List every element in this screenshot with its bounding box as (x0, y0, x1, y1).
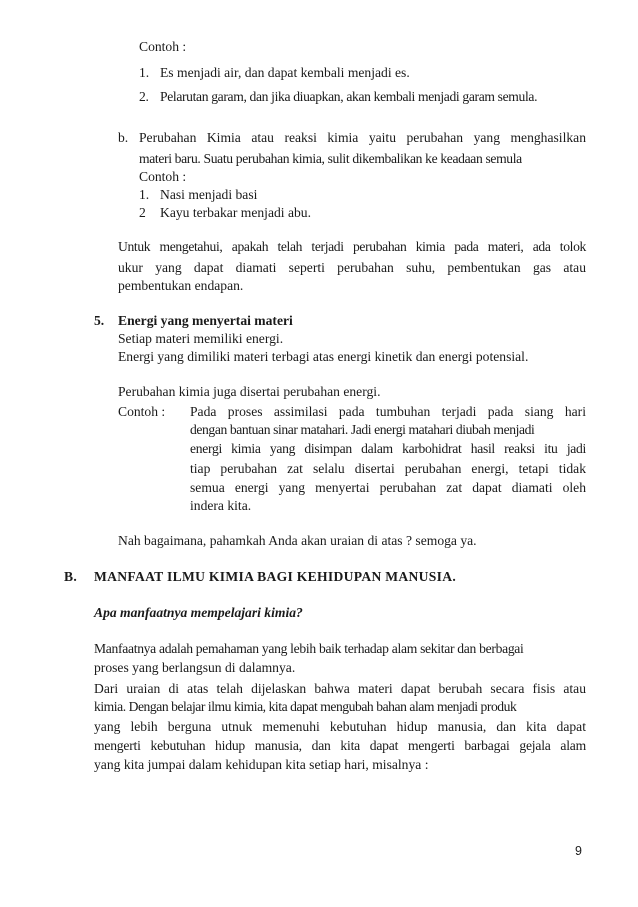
paragraph-line: ukur yang dapat diamati seperti perubahan suhu, pembentukan gas atau (118, 260, 586, 275)
example-line: Pada proses assimilasi pada tumbuhan terjadi pada siang hari (190, 404, 586, 419)
paragraph-line: pembentukan endapan. (118, 278, 244, 293)
contoh-label: Contoh : (118, 404, 166, 419)
section-b-title: MANFAAT ILMU KIMIA BAGI KEHIDUPAN MANUSIA. (94, 569, 457, 584)
contoh-label: Contoh : (139, 39, 187, 54)
contoh-label: Contoh : (139, 169, 187, 184)
list-number: 2 (139, 205, 146, 220)
list-item (139, 204, 311, 222)
paragraph-line: Setiap materi memiliki energi. (118, 331, 284, 346)
example-line: tiap perubahan zat selalu disertai perubahan energi, tetapi tidak (190, 461, 586, 476)
section-b-question: Apa manfaatnya mempelajari kimia? (94, 605, 303, 620)
list-number: 2. (139, 89, 149, 104)
list-item (139, 186, 257, 204)
item-5-number: 5. (94, 313, 105, 328)
paragraph-line: Untuk mengetahui, apakah telah terjadi perubahan kimia pada materi, ada tolok (118, 239, 586, 254)
list-text: Es menjadi air, dan dapat kembali menjadi es. (160, 65, 410, 80)
item-5-title: Energi yang menyertai materi (118, 313, 293, 328)
section-b-label: B. (64, 569, 78, 584)
paragraph-line: Perubahan Kimia atau reaksi kimia yaitu perubahan yang menghasilkan (139, 130, 586, 145)
paragraph-line: kimia. Dengan belajar ilmu kimia, kita dapat mengubah bahan alam menjadi produk (94, 699, 517, 714)
page-number: 9 (575, 844, 582, 858)
example-line: indera kita. (190, 498, 252, 513)
paragraph-line: Energi yang dimiliki materi terbagi atas energi kinetik dan energi potensial. (118, 349, 529, 364)
paragraph-line: Perubahan kimia juga disertai perubahan energi. (118, 384, 381, 399)
paragraph-line: proses yang berlangsun di dalamnya. (94, 660, 296, 675)
paragraph-line: Nah bagaimana, pahamkah Anda akan uraian di atas ? semoga ya. (118, 533, 477, 548)
example-line: semua energi yang menyertai perubahan zat dapat diamati oleh (190, 480, 586, 495)
list-number: 1. (139, 187, 150, 202)
list-number: 1. (139, 65, 150, 80)
list-item (139, 88, 537, 106)
list-item (139, 64, 410, 82)
paragraph-line: materi baru. Suatu perubahan kimia, sulit dikembalikan ke keadaan semula (139, 151, 522, 166)
paragraph-line: mengerti kebutuhan hidup manusia, dan kita dapat mengerti barbagai gejala alam (94, 738, 586, 753)
paragraph-line: Manfaatnya adalah pemahaman yang lebih baik terhadap alam sekitar dan berbagai (94, 641, 524, 656)
example-line: energi kimia yang disimpan dalam karbohidrat hasil reaksi itu jadi (190, 441, 586, 456)
list-text: Nasi menjadi basi (160, 187, 258, 202)
list-text: Kayu terbakar menjadi abu. (160, 205, 311, 220)
example-line: dengan bantuan sinar matahari. Jadi energi matahari diubah menjadi (190, 422, 535, 437)
item-b-label: b. (118, 130, 129, 145)
paragraph-line: yang lebih berguna utnuk memenuhi kebutuhan hidup manusia, dan kita dapat (94, 719, 586, 734)
paragraph-line: Dari uraian di atas telah dijelaskan bahwa materi dapat berubah secara fisis atau (94, 681, 586, 696)
list-text: Pelarutan garam, dan jika diuapkan, akan kembali menjadi garam semula. (160, 89, 538, 104)
paragraph-line: yang kita jumpai dalam kehidupan kita setiap hari, misalnya : (94, 757, 429, 772)
